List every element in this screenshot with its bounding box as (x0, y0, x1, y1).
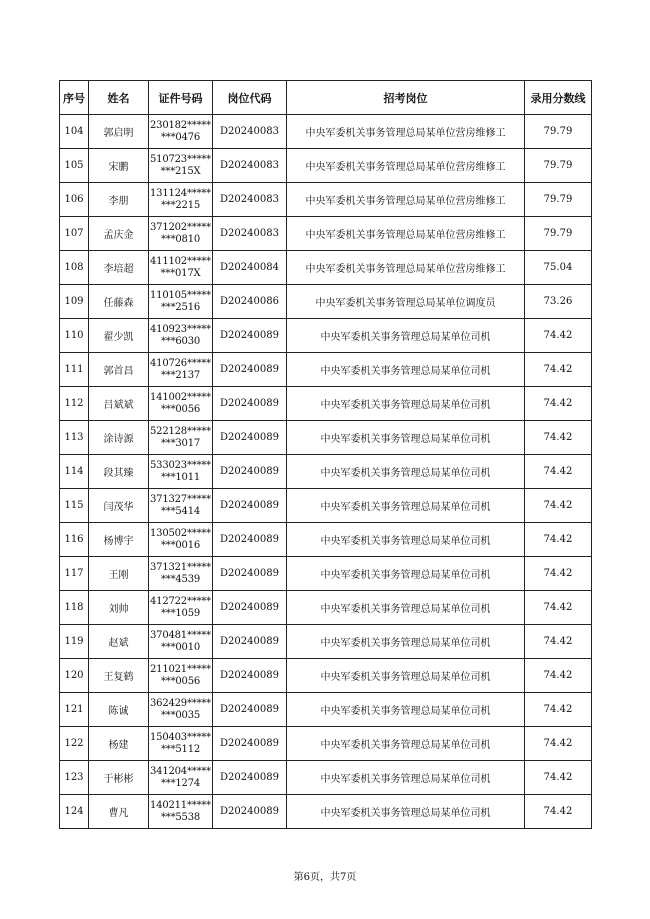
position-code-cell: D20240089 (213, 421, 287, 455)
position-cell: 中央军委机关事务管理总局某单位营房维修工 (287, 251, 525, 285)
id-number-suffix: ***4539 (160, 573, 201, 585)
position-code-cell: D20240089 (213, 353, 287, 387)
table-header-row (60, 81, 592, 115)
name-cell: 闫茂华 (89, 489, 149, 523)
name-cell: 赵斌 (89, 625, 149, 659)
name-cell: 郭首昌 (89, 353, 149, 387)
cutoff-score-cell: 74.42 (525, 319, 592, 353)
position-cell: 中央军委机关事务管理总局某单位营房维修工 (287, 149, 525, 183)
position-code-cell: D20240089 (213, 659, 287, 693)
position-code-cell: D20240089 (213, 387, 287, 421)
position-code-cell: D20240083 (213, 183, 287, 217)
position-cell: 中央军委机关事务管理总局某单位司机 (287, 319, 525, 353)
table-row (60, 183, 592, 217)
serial-cell: 104 (60, 115, 89, 149)
id-number-prefix: 410923***** (150, 323, 211, 335)
position-cell: 中央军委机关事务管理总局某单位营房维修工 (287, 183, 525, 217)
position-cell: 中央军委机关事务管理总局某单位司机 (287, 455, 525, 489)
id-number-prefix: 230182***** (150, 119, 211, 131)
position-code-cell: D20240089 (213, 489, 287, 523)
id-number-prefix: 110105***** (150, 289, 211, 301)
table-row (60, 251, 592, 285)
serial-cell: 122 (60, 727, 89, 761)
position-cell: 中央军委机关事务管理总局某单位司机 (287, 523, 525, 557)
id-number-cell (149, 591, 213, 625)
position-cell: 中央军委机关事务管理总局某单位司机 (287, 557, 525, 591)
id-number-cell (149, 659, 213, 693)
name-cell: 宋鹏 (89, 149, 149, 183)
name-cell: 任藤森 (89, 285, 149, 319)
position-code-cell: D20240089 (213, 557, 287, 591)
position-cell: 中央军委机关事务管理总局某单位营房维修工 (287, 115, 525, 149)
id-number-suffix: ***2215 (160, 199, 201, 211)
cutoff-score-cell: 74.42 (525, 625, 592, 659)
header-position-code: 岗位代码 (213, 81, 287, 115)
table-row (60, 115, 592, 149)
id-number-suffix: ***5112 (160, 743, 201, 755)
serial-cell: 115 (60, 489, 89, 523)
admission-table (59, 80, 592, 829)
id-number-prefix: 411102***** (150, 255, 211, 267)
position-code-cell: D20240083 (213, 115, 287, 149)
id-number-suffix: ***0010 (160, 641, 201, 653)
cutoff-score-cell: 79.79 (525, 115, 592, 149)
name-cell: 李朋 (89, 183, 149, 217)
table-body (60, 115, 592, 829)
id-number-cell (149, 761, 213, 795)
serial-cell: 113 (60, 421, 89, 455)
cutoff-score-cell: 74.42 (525, 489, 592, 523)
serial-cell: 118 (60, 591, 89, 625)
id-number-cell (149, 625, 213, 659)
table-row (60, 727, 592, 761)
cutoff-score-cell: 74.42 (525, 693, 592, 727)
table-row (60, 217, 592, 251)
id-number-cell (149, 557, 213, 591)
header-id-number: 证件号码 (149, 81, 213, 115)
table-row (60, 319, 592, 353)
name-cell: 杨建 (89, 727, 149, 761)
serial-cell: 110 (60, 319, 89, 353)
id-number-prefix: 141002***** (150, 391, 211, 403)
name-cell: 郭启明 (89, 115, 149, 149)
cutoff-score-cell: 74.42 (525, 523, 592, 557)
position-code-cell: D20240084 (213, 251, 287, 285)
name-cell: 王刚 (89, 557, 149, 591)
cutoff-score-cell: 74.42 (525, 591, 592, 625)
cutoff-score-cell: 74.42 (525, 659, 592, 693)
id-number-suffix: ***0056 (160, 675, 201, 687)
position-cell: 中央军委机关事务管理总局某单位司机 (287, 693, 525, 727)
id-number-cell (149, 421, 213, 455)
name-cell: 涂诗源 (89, 421, 149, 455)
id-number-cell (149, 523, 213, 557)
table-row (60, 659, 592, 693)
id-number-prefix: 371202***** (150, 221, 211, 233)
id-number-suffix: ***5538 (160, 811, 201, 823)
position-cell: 中央军委机关事务管理总局某单位司机 (287, 795, 525, 829)
position-cell: 中央军委机关事务管理总局某单位司机 (287, 659, 525, 693)
serial-cell: 120 (60, 659, 89, 693)
id-number-prefix: 410726***** (150, 357, 211, 369)
id-number-cell (149, 149, 213, 183)
table-row (60, 285, 592, 319)
table-row (60, 455, 592, 489)
header-cutoff-score: 录用分数线 (525, 81, 592, 115)
name-cell: 曹凡 (89, 795, 149, 829)
id-number-cell (149, 251, 213, 285)
position-cell: 中央军委机关事务管理总局某单位司机 (287, 489, 525, 523)
cutoff-score-cell: 74.42 (525, 795, 592, 829)
table-row (60, 523, 592, 557)
table-row (60, 795, 592, 829)
name-cell: 段其臻 (89, 455, 149, 489)
id-number-prefix: 510723***** (150, 153, 211, 165)
id-number-suffix: ***0035 (160, 709, 201, 721)
position-code-cell: D20240086 (213, 285, 287, 319)
id-number-prefix: 533023***** (150, 459, 211, 471)
name-cell: 吕斌斌 (89, 387, 149, 421)
serial-cell: 114 (60, 455, 89, 489)
serial-cell: 121 (60, 693, 89, 727)
id-number-prefix: 371327***** (150, 493, 211, 505)
id-number-prefix: 522128***** (150, 425, 211, 437)
id-number-suffix: ***5414 (160, 505, 201, 517)
id-number-suffix: ***215X (160, 165, 201, 177)
id-number-suffix: ***0056 (160, 403, 201, 415)
name-cell: 杨博宇 (89, 523, 149, 557)
cutoff-score-cell: 74.42 (525, 761, 592, 795)
cutoff-score-cell: 73.26 (525, 285, 592, 319)
serial-cell: 105 (60, 149, 89, 183)
table-row (60, 693, 592, 727)
id-number-prefix: 362429***** (150, 697, 211, 709)
position-cell: 中央军委机关事务管理总局某单位司机 (287, 421, 525, 455)
position-code-cell: D20240089 (213, 761, 287, 795)
id-number-prefix: 211021***** (150, 663, 211, 675)
cutoff-score-cell: 79.79 (525, 217, 592, 251)
serial-cell: 111 (60, 353, 89, 387)
serial-cell: 116 (60, 523, 89, 557)
table-row (60, 421, 592, 455)
id-number-cell (149, 387, 213, 421)
id-number-cell (149, 795, 213, 829)
id-number-suffix: ***1011 (160, 471, 201, 483)
id-number-suffix: ***1059 (160, 607, 201, 619)
id-number-cell (149, 319, 213, 353)
id-number-cell (149, 693, 213, 727)
cutoff-score-cell: 79.79 (525, 149, 592, 183)
position-cell: 中央军委机关事务管理总局某单位调度员 (287, 285, 525, 319)
id-number-cell (149, 217, 213, 251)
id-number-prefix: 370481***** (150, 629, 211, 641)
position-code-cell: D20240089 (213, 455, 287, 489)
cutoff-score-cell: 74.42 (525, 455, 592, 489)
name-cell: 王复鹤 (89, 659, 149, 693)
table-row (60, 387, 592, 421)
header-name: 姓名 (89, 81, 149, 115)
id-number-cell (149, 489, 213, 523)
table-row (60, 353, 592, 387)
id-number-cell (149, 353, 213, 387)
serial-cell: 119 (60, 625, 89, 659)
serial-cell: 106 (60, 183, 89, 217)
cutoff-score-cell: 74.42 (525, 421, 592, 455)
table-row (60, 591, 592, 625)
cutoff-score-cell: 74.42 (525, 727, 592, 761)
position-code-cell: D20240089 (213, 319, 287, 353)
serial-cell: 123 (60, 761, 89, 795)
id-number-suffix: ***0016 (160, 539, 201, 551)
id-number-suffix: ***2516 (160, 301, 201, 313)
id-number-prefix: 371321***** (150, 561, 211, 573)
id-number-suffix: ***0810 (160, 233, 201, 245)
id-number-cell (149, 285, 213, 319)
id-number-suffix: ***6030 (160, 335, 201, 347)
id-number-prefix: 341204***** (150, 765, 211, 777)
position-cell: 中央军委机关事务管理总局某单位司机 (287, 625, 525, 659)
name-cell: 李培超 (89, 251, 149, 285)
id-number-suffix: ***2137 (160, 369, 201, 381)
name-cell: 孟庆金 (89, 217, 149, 251)
table-row (60, 149, 592, 183)
cutoff-score-cell: 74.42 (525, 557, 592, 591)
position-cell: 中央军委机关事务管理总局某单位司机 (287, 727, 525, 761)
page-footer: 第6页，共7页 (293, 872, 357, 883)
position-cell: 中央军委机关事务管理总局某单位司机 (287, 591, 525, 625)
id-number-cell (149, 455, 213, 489)
serial-cell: 107 (60, 217, 89, 251)
name-cell: 于彬彬 (89, 761, 149, 795)
id-number-suffix: ***1274 (160, 777, 201, 789)
position-cell: 中央军委机关事务管理总局某单位营房维修工 (287, 217, 525, 251)
cutoff-score-cell: 74.42 (525, 387, 592, 421)
cutoff-score-cell: 74.42 (525, 353, 592, 387)
id-number-suffix: ***3017 (160, 437, 201, 449)
position-code-cell: D20240089 (213, 693, 287, 727)
name-cell: 陈诚 (89, 693, 149, 727)
id-number-cell (149, 115, 213, 149)
id-number-prefix: 412722***** (150, 595, 211, 607)
id-number-prefix: 131124***** (150, 187, 211, 199)
table-row (60, 625, 592, 659)
table-row (60, 761, 592, 795)
position-cell: 中央军委机关事务管理总局某单位司机 (287, 353, 525, 387)
header-serial: 序号 (60, 81, 89, 115)
position-code-cell: D20240089 (213, 591, 287, 625)
cutoff-score-cell: 79.79 (525, 183, 592, 217)
position-code-cell: D20240089 (213, 523, 287, 557)
cutoff-score-cell: 75.04 (525, 251, 592, 285)
serial-cell: 112 (60, 387, 89, 421)
id-number-suffix: ***017X (160, 267, 201, 279)
position-code-cell: D20240089 (213, 727, 287, 761)
table-row (60, 557, 592, 591)
serial-cell: 117 (60, 557, 89, 591)
serial-cell: 109 (60, 285, 89, 319)
id-number-prefix: 140211***** (150, 799, 211, 811)
position-cell: 中央军委机关事务管理总局某单位司机 (287, 387, 525, 421)
id-number-suffix: ***0476 (160, 131, 201, 143)
position-code-cell: D20240083 (213, 217, 287, 251)
id-number-cell (149, 727, 213, 761)
position-code-cell: D20240089 (213, 795, 287, 829)
position-cell: 中央军委机关事务管理总局某单位司机 (287, 761, 525, 795)
name-cell: 刘帅 (89, 591, 149, 625)
serial-cell: 108 (60, 251, 89, 285)
table-row (60, 489, 592, 523)
position-code-cell: D20240083 (213, 149, 287, 183)
position-code-cell: D20240089 (213, 625, 287, 659)
id-number-prefix: 150403***** (150, 731, 211, 743)
id-number-cell (149, 183, 213, 217)
id-number-prefix: 130502***** (150, 527, 211, 539)
serial-cell: 124 (60, 795, 89, 829)
header-position: 招考岗位 (287, 81, 525, 115)
name-cell: 翟少凯 (89, 319, 149, 353)
